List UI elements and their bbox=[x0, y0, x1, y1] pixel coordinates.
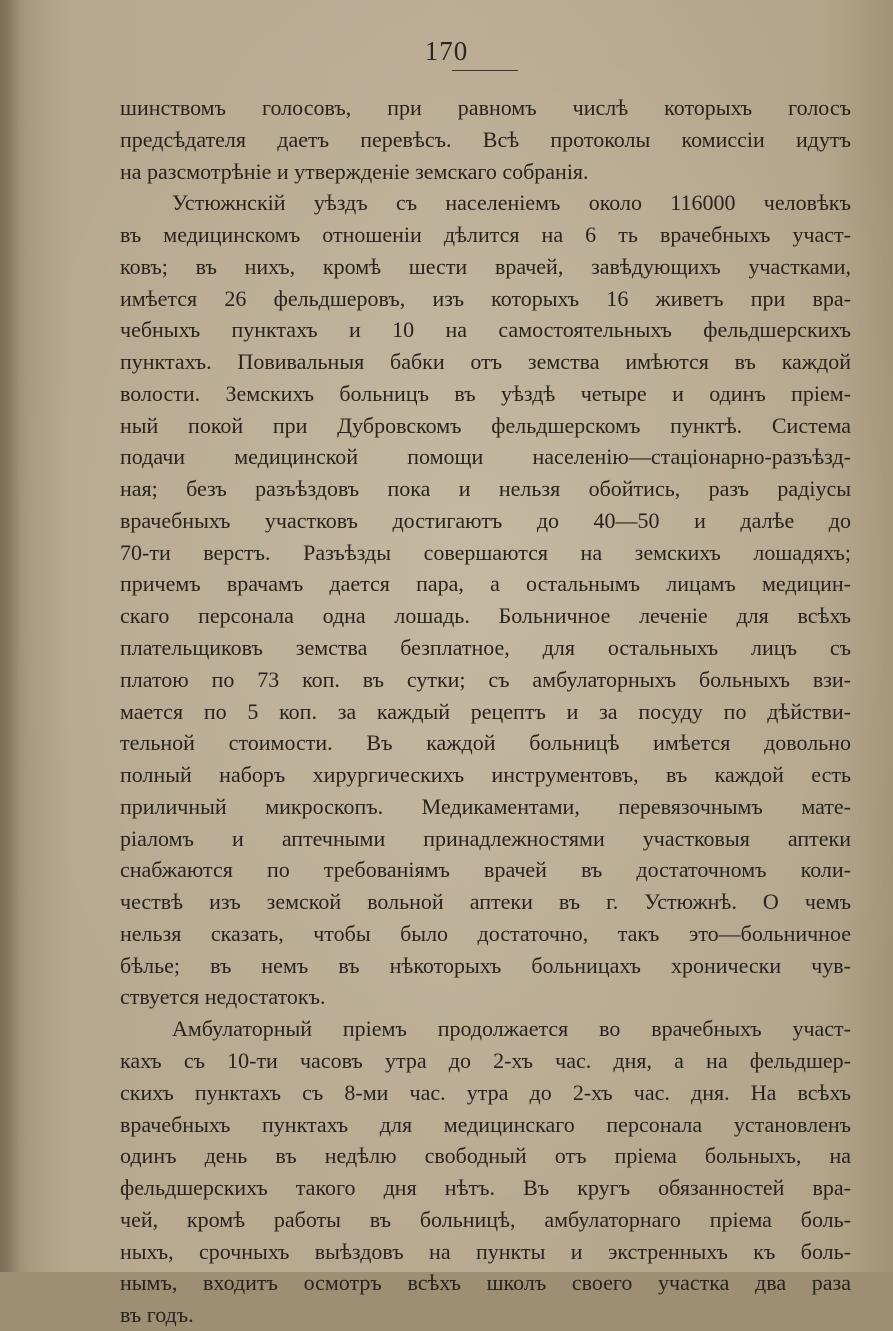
text-line: подачи медицинской помощи населенію—стаціонарно-разъѣзд- bbox=[120, 444, 851, 470]
text-line: чей, кромѣ работы въ больницѣ, амбулаторнаго пріема боль- bbox=[120, 1206, 851, 1232]
page-number-rule bbox=[452, 70, 518, 71]
text-line: фельдшерскихъ такого дня нѣтъ. Въ кругъ обязанностей вра- bbox=[120, 1175, 851, 1201]
page-number: 170 bbox=[424, 36, 469, 66]
text-line: скаго персонала одна лошадь. Больничное леченіе для всѣхъ bbox=[120, 603, 851, 629]
text-line: въ годъ. bbox=[120, 1302, 194, 1328]
text-line: имѣется 26 фельдшеровъ, изъ которыхъ 16 живетъ при вра- bbox=[120, 285, 851, 311]
text-line: бѣлье; въ немъ въ нѣкоторыхъ больницахъ хронически чув- bbox=[120, 952, 851, 978]
body-text bbox=[120, 92, 851, 1331]
text-line: 70-ти верстъ. Разъѣзды совершаются на земскихъ лошадяхъ; bbox=[120, 539, 851, 565]
text-line: въ медицинскомъ отношеніи дѣлится на 6 ть врачебныхъ участ- bbox=[120, 222, 851, 248]
text-line: плательщиковъ земства безплатное, для остальныхъ лицъ съ bbox=[120, 635, 851, 661]
text-line: нымъ, входитъ осмотръ всѣхъ школъ своего участка два раза bbox=[120, 1270, 851, 1296]
text-line: полный наборъ хирургическихъ инструментовъ, въ каждой есть bbox=[120, 762, 851, 788]
text-line: платою по 73 коп. въ сутки; съ амбулаторныхъ больныхъ взи- bbox=[120, 666, 851, 692]
text-line: снабжаются по требованіямъ врачей въ достаточномъ коли- bbox=[120, 857, 851, 883]
text-line: на разсмотрѣніе и утвержденіе земскаго собранія. bbox=[120, 158, 589, 184]
text-line: чебныхъ пунктахъ и 10 на самостоятельныхъ фельдшерскихъ bbox=[120, 317, 851, 343]
text-line: чествѣ изъ земской вольной аптеки въ г. Устюжнѣ. О чемъ bbox=[120, 889, 851, 915]
text-line: Амбулаторный пріемъ продолжается во врачебныхъ участ- bbox=[172, 1016, 851, 1042]
text-line: ная; безъ разъѣздовъ пока и нельзя обойтись, разъ радіусы bbox=[120, 476, 851, 502]
paragraph-3 bbox=[120, 1013, 851, 1331]
paragraph-2 bbox=[120, 187, 851, 1013]
text-line: скихъ пунктахъ съ 8-ми час. утра до 2-хъ час. дня. На всѣхъ bbox=[120, 1079, 851, 1105]
text-line: одинъ день въ недѣлю свободный отъ пріема больныхъ, на bbox=[120, 1143, 851, 1169]
text-line: пунктахъ. Повивальныя бабки отъ земства имѣются въ каждой bbox=[120, 349, 851, 375]
text-line: тельной стоимости. Въ каждой больницѣ имѣется довольно bbox=[120, 730, 851, 756]
text-line: врачебныхъ участковъ достигаютъ до 40—50 и далѣе до bbox=[120, 507, 851, 533]
text-line: врачебныхъ пунктахъ для медицинскаго персонала установленъ bbox=[120, 1111, 851, 1137]
text-line: ныхъ, срочныхъ выѣздовъ на пункты и экстренныхъ къ боль- bbox=[120, 1238, 851, 1264]
text-line: ковъ; въ нихъ, кромѣ шести врачей, завѣдующихъ участками, bbox=[120, 253, 851, 279]
text-line: приличный микроскопъ. Медикаментами, перевязочнымъ мате- bbox=[120, 793, 851, 819]
text-line: предсѣдателя даетъ перевѣсъ. Всѣ протоколы комиссіи идутъ bbox=[120, 126, 851, 152]
text-line: нельзя сказать, чтобы было достаточно, такъ это—больничное bbox=[120, 920, 851, 946]
text-line: мается по 5 коп. за каждый рецептъ и за посуду по дѣйстви- bbox=[120, 698, 851, 724]
text-line: ріаломъ и аптечными принадлежностями участковыя аптеки bbox=[120, 825, 851, 851]
text-line: причемъ врачамъ дается пара, а остальнымъ лицамъ медицин- bbox=[120, 571, 851, 597]
text-line: ный покой при Дубровскомъ фельдшерскомъ пунктѣ. Система bbox=[120, 412, 851, 438]
text-line: шинствомъ голосовъ, при равномъ числѣ которыхъ голосъ bbox=[120, 95, 851, 120]
page-binding-shadow bbox=[0, 0, 20, 1272]
text-line: ствуется недостатокъ. bbox=[120, 984, 326, 1010]
paragraph-1 bbox=[120, 92, 851, 187]
text-line: волости. Земскихъ больницъ въ уѣздѣ четыре и одинъ пріем- bbox=[120, 380, 851, 406]
text-line: Устюжнскій уѣздъ съ населеніемъ около 116000 человѣкъ bbox=[172, 190, 851, 216]
text-line: кахъ съ 10-ти часовъ утра до 2-хъ час. дня, а на фельдшер- bbox=[120, 1047, 851, 1073]
